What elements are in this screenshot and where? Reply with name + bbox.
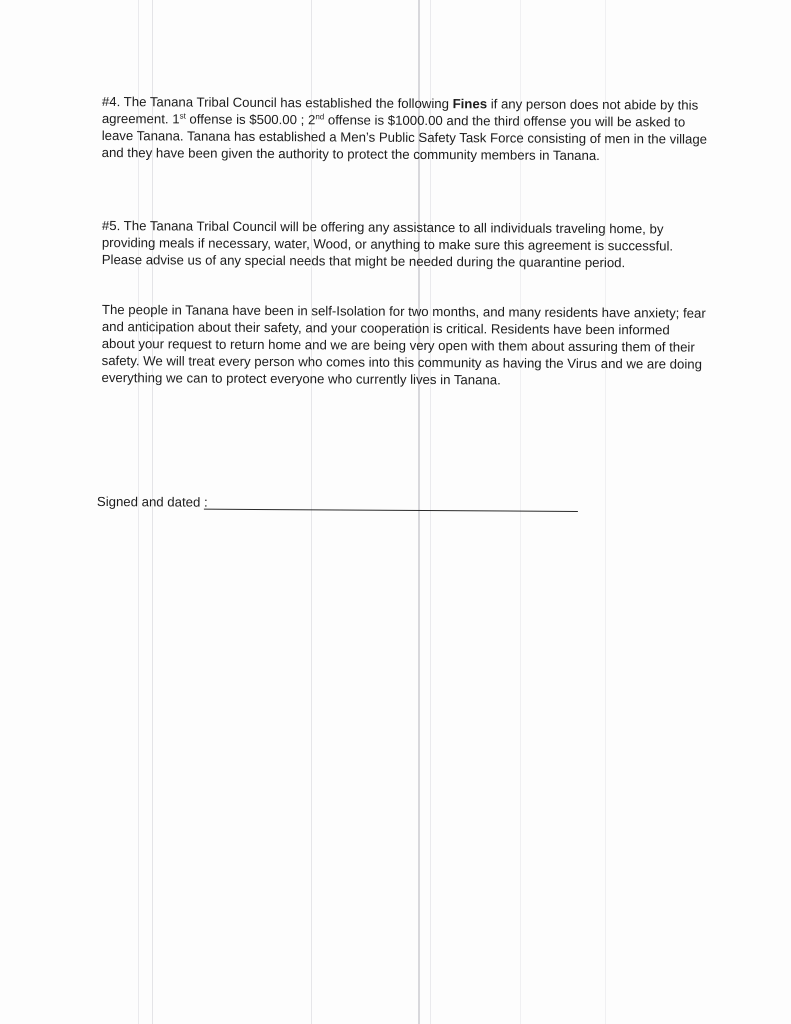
signature-line[interactable]	[204, 509, 578, 512]
paragraph-line: and they have been given the authority to protect the community members in Tanana.	[101, 144, 600, 164]
paragraph-line: about your request to return home and we are being very open with them about assuring them of their	[101, 335, 695, 355]
paragraph-line: Please advise us of any special needs that might be needed during the quarantine period.	[101, 251, 626, 271]
text-run: if any person does not abide by this	[487, 96, 699, 113]
paragraph-assistance	[102, 217, 708, 272]
text-run: agreement. 1	[101, 110, 180, 127]
paragraph-line: and anticipation about their safety, and your cooperation is critical. Residents have been informed	[101, 318, 670, 338]
text-run: #4. The Tanana Tribal Council has established the following	[101, 93, 453, 112]
signature-block	[97, 492, 597, 521]
text-run: offense is $1000.00 and the third offense you will be asked to	[324, 112, 686, 130]
text-run: offense is $500.00 ; 2	[185, 111, 316, 128]
paragraph-line: safety. We will treat every person who comes into this community as having the Virus and we are doing	[101, 352, 702, 372]
paragraph-self-isolation	[101, 301, 708, 390]
ordinal-superscript: nd	[315, 112, 325, 122]
signature-label: Signed and dated :	[96, 493, 208, 510]
paragraph-line: providing meals if necessary, water, Wood, or anything to make sure this agreement is successful.	[101, 234, 674, 254]
paragraph-line: #5. The Tanana Tribal Council will be offering any assistance to all individuals traveling home, by	[101, 217, 664, 237]
paragraph-line: leave Tanana. Tanana has established a Men’s Public Safety Task Force consisting of men in the village	[101, 127, 708, 147]
ordinal-superscript: st	[179, 111, 186, 121]
fines-emphasis: Fines	[452, 96, 488, 112]
paragraph-fines	[102, 93, 708, 165]
paragraph-line: The people in Tanana have been in self-Isolation for two months, and many residents have anxiety; fear	[101, 301, 706, 321]
paragraph-line: everything we can to protect everyone who currently lives in Tanana.	[101, 369, 501, 388]
